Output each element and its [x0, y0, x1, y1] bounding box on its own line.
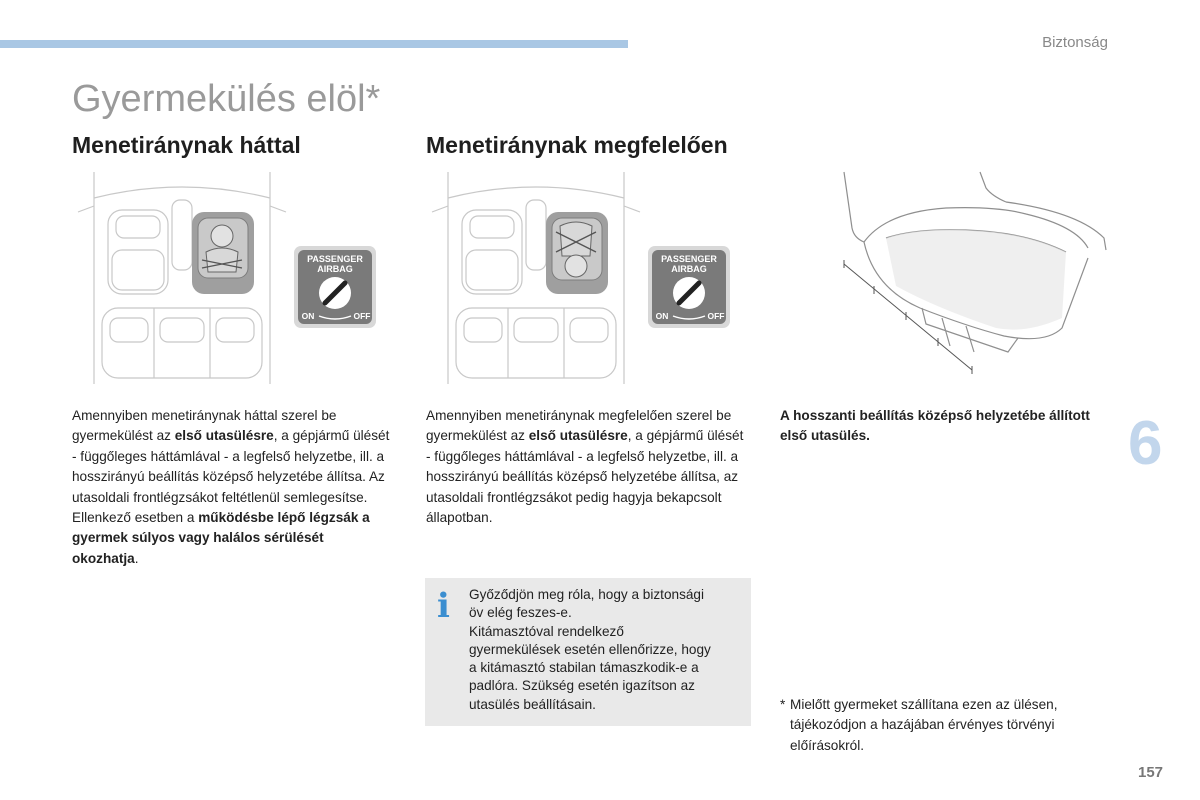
forward-facing-text: Amennyiben menetiránynak megfelelően szerel be gyermekülést az első utasülésre, a gépjármű ülését - függőleges háttámlával - a legfelső helyzetbe, ill. a hosszirányú beállítás középső helyzetébe állítsa, az utasoldali frontlégzsákot pedig hagyja bekapcsolt állapotban. [426, 408, 744, 526]
page-title: Gyermekülés elöl* [72, 78, 381, 120]
section-label: Biztonság [1042, 34, 1108, 51]
airbag-switch-off: OFF [353, 311, 371, 321]
airbag-switch-line2: AIRBAG [671, 264, 707, 274]
footnote [780, 695, 1120, 756]
heading-forward-facing: Menetiránynak megfelelően [426, 132, 728, 158]
seat-adjustment-caption: A hosszanti beállítás középső helyzetébe állított első utasülés. [780, 408, 1090, 444]
info-box [425, 578, 751, 726]
header-accent-bar [0, 40, 628, 48]
heading-rear-facing: Menetiránynak háttal [72, 132, 301, 158]
forward-facing-illustration [426, 168, 736, 390]
footnote-marker: * [780, 697, 786, 712]
footnote-text: Mielőtt gyermeket szállítana ezen az ülésen, tájékozódjon a hazájában érvényes törvényi előírásokról. [790, 697, 1058, 753]
info-icon: i [437, 586, 450, 626]
airbag-switch-off: OFF [707, 311, 725, 321]
airbag-switch-line1: PASSENGER [661, 254, 717, 264]
info-box-text: Győződjön meg róla, hogy a biztonsági öv elég feszes-e. Kitámasztóval rendelkező gyermekülések esetén ellenőrizze, hogy a kitámasztó stabilan támaszkodik-e a padlóra. Szükség esetén igazítson az utasülés beállításain. [469, 587, 711, 712]
page-number: 157 [1138, 764, 1164, 781]
chapter-number: 6 [1128, 409, 1163, 478]
airbag-switch-on: ON [301, 311, 315, 321]
airbag-switch-on: ON [655, 311, 669, 321]
rear-facing-text: Amennyiben menetiránynak háttal szerel be gyermekülést az első utasülésre, a gépjármű ülését - függőleges háttámlával - a legfelső helyzetbe, ill. a hosszirányú beállítás középső helyzetébe állítsa. Az utasoldali frontlégzsákot feltétlenül semlegesítse. Ellenkező esetben a működésbe lépő légzsák a gyermek súlyos vagy halálos sérülését okozhatja. [72, 408, 390, 566]
airbag-switch-line1: PASSENGER [307, 254, 363, 264]
seat-adjustment-illustration [826, 168, 1110, 380]
rear-facing-illustration [72, 168, 382, 390]
airbag-switch-line2: AIRBAG [317, 264, 353, 274]
